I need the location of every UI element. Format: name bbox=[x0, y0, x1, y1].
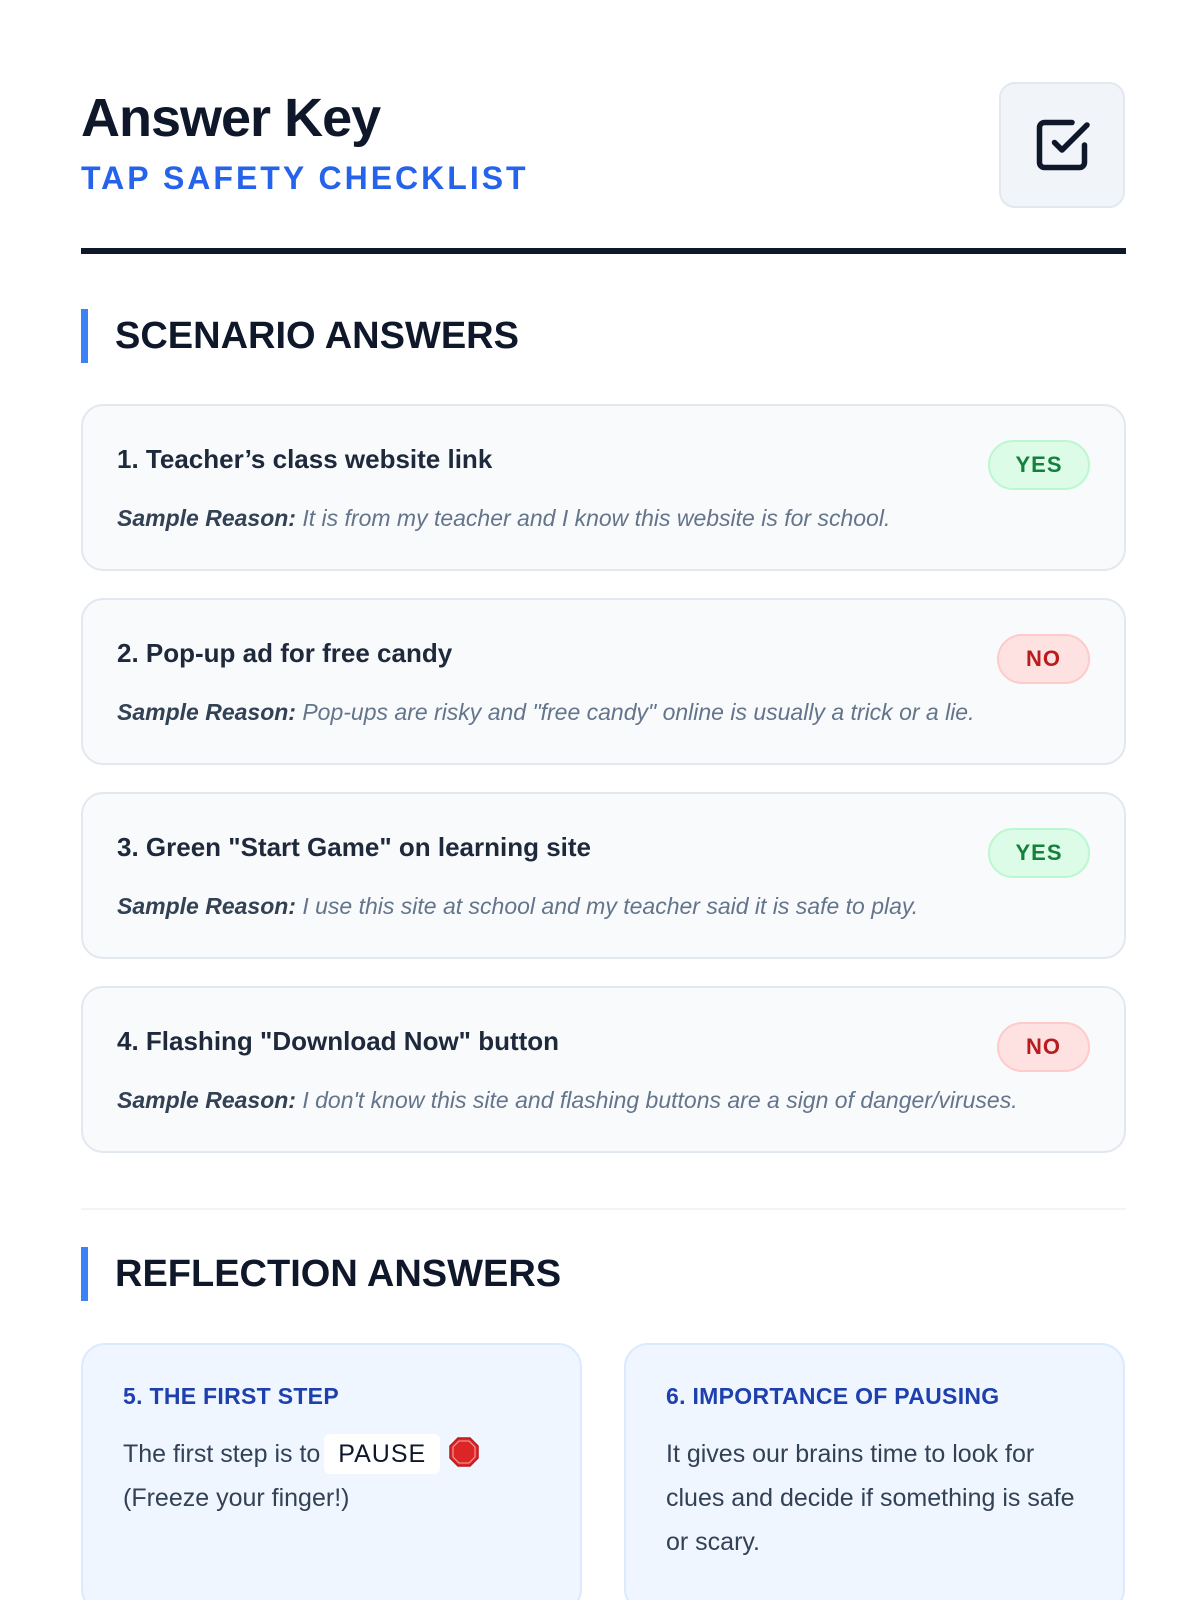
reflection-answers-heading: REFLECTION ANSWERS bbox=[81, 1247, 561, 1301]
answer-badge-yes: YES bbox=[988, 440, 1090, 490]
scenario-title: 3. Green "Start Game" on learning site bbox=[117, 832, 592, 862]
scenario-card-1 bbox=[81, 404, 1126, 571]
reflection-title: 5. THE FIRST STEP bbox=[123, 1383, 339, 1409]
reflection-body-prefix: The first step is to bbox=[123, 1440, 321, 1468]
reason-label: Sample Reason: bbox=[117, 1087, 296, 1113]
answer-key-page bbox=[81, 0, 1126, 1600]
reflection-card-importance bbox=[624, 1343, 1125, 1600]
scenario-reason bbox=[117, 697, 975, 727]
scenario-title: 1. Teacher’s class website link bbox=[117, 444, 493, 474]
scenario-answers-heading: SCENARIO ANSWERS bbox=[81, 309, 519, 363]
scenario-title: 4. Flashing "Download Now" button bbox=[117, 1026, 560, 1056]
reason-label: Sample Reason: bbox=[117, 893, 296, 919]
scenario-reason bbox=[117, 891, 918, 921]
answer-badge-no: NO bbox=[997, 1022, 1090, 1072]
scenario-card-2 bbox=[81, 598, 1126, 765]
scenario-reason bbox=[117, 1085, 1018, 1115]
reason-label: Sample Reason: bbox=[117, 699, 296, 725]
checkbox-checked-icon bbox=[1032, 115, 1092, 175]
stop-sign-icon bbox=[448, 1436, 480, 1468]
reflection-body: It gives our brains time to look for clues and decide if something is safe or scary. bbox=[666, 1440, 1075, 1556]
reason-text: I don't know this site and flashing buttons are a sign of danger/viruses. bbox=[302, 1087, 1018, 1113]
scenario-reason bbox=[117, 503, 890, 533]
reason-text: Pop-ups are risky and "free candy" online is usually a trick or a lie. bbox=[302, 699, 975, 725]
pause-highlight: PAUSE bbox=[324, 1434, 440, 1474]
scenario-title: 2. Pop-up ad for free candy bbox=[117, 638, 453, 668]
page-subtitle: TAP SAFETY CHECKLIST bbox=[81, 160, 529, 196]
page-title: Answer Key bbox=[81, 88, 381, 148]
reflection-body bbox=[123, 1432, 553, 1520]
scenario-card-4 bbox=[81, 986, 1126, 1153]
header-divider bbox=[81, 248, 1126, 254]
reflection-title: 6. IMPORTANCE OF PAUSING bbox=[666, 1383, 1000, 1409]
reason-text: It is from my teacher and I know this website is for school. bbox=[302, 505, 891, 531]
section-divider bbox=[81, 1208, 1126, 1210]
reflection-card-first-step bbox=[81, 1343, 582, 1600]
answer-badge-no: NO bbox=[997, 634, 1090, 684]
scenario-card-3 bbox=[81, 792, 1126, 959]
reason-label: Sample Reason: bbox=[117, 505, 296, 531]
answer-badge-yes: YES bbox=[988, 828, 1090, 878]
reflection-body-suffix: (Freeze your finger!) bbox=[123, 1484, 350, 1512]
reason-text: I use this site at school and my teacher said it is safe to play. bbox=[302, 893, 919, 919]
page-header bbox=[81, 0, 1126, 254]
checklist-icon-box bbox=[999, 82, 1125, 208]
